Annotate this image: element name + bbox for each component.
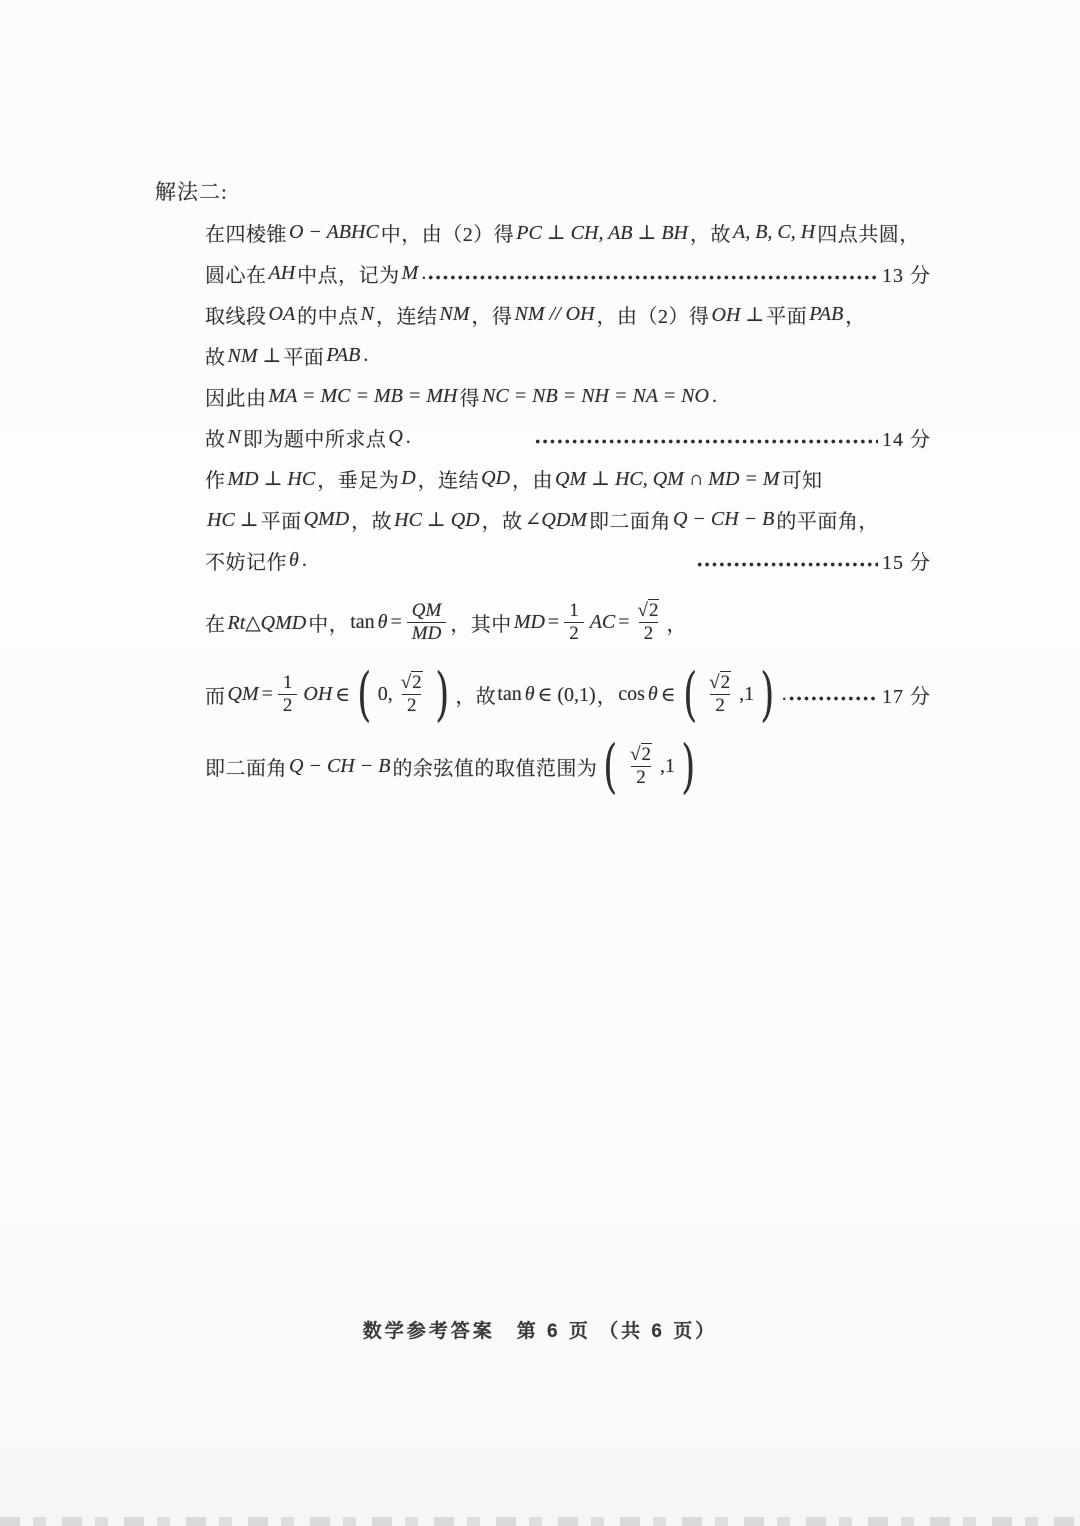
sqrt-icon: √ [400,671,412,693]
cjk-text: 取线段 [205,306,267,328]
cjk-text: 即二面角 [588,511,671,533]
fraction-numerator: 1 [569,599,579,621]
cjk-text: ，得 [471,306,513,328]
cjk-text: 中，由（2）得 [380,224,515,246]
upright-text: = [618,610,630,633]
math-text: OH ⊥ [711,304,765,326]
math-text: θ [377,610,388,633]
solution-line [205,540,931,581]
math-text: MD [513,610,545,633]
fraction [278,673,298,716]
cjk-text: 中点，记为 [297,265,400,287]
math-text: θ [289,549,299,571]
fraction-numerator [635,601,663,622]
solution-line [205,335,931,376]
math-text: HC ⊥ [207,509,259,531]
math-text: OH [303,682,333,705]
open-paren: ( [603,731,618,800]
cjk-text: ，垂足为 [317,470,400,492]
cjk-text: 的平面角， [776,511,879,533]
fraction-denominator: 2 [402,694,422,716]
math-text: HC ⊥ QD [394,509,480,531]
dots-leader [696,561,878,568]
math-text: Q − CH − B [672,508,775,530]
upright-text: tan [497,682,522,705]
paren-content [701,673,756,716]
sqrt-value: 2 [641,743,652,765]
math-text: D [401,467,416,489]
upright-text: = [547,610,560,633]
upright-text: 0, [377,682,393,705]
solution-line [205,731,931,800]
solution-body [205,212,931,807]
math-text: Q − CH − B [289,754,391,777]
cjk-text: 平面 [766,306,808,328]
fraction [706,673,734,716]
open-paren: ( [682,659,697,728]
solution-line [205,417,931,458]
math-text: PAB [809,303,844,325]
math-text: N [227,426,241,448]
math-text: NM // OH [514,303,595,325]
cjk-text: 圆心在 [205,265,267,287]
dots-leader [427,274,878,281]
cjk-text: 平面 [283,347,325,369]
cjk-text: 平面 [260,511,302,533]
cjk-text: 即二面角 [205,757,287,780]
upright-text: = [390,610,402,633]
score-label: 17 分 [882,685,931,708]
fraction-denominator: 2 [278,694,298,716]
cjk-text: ，由（2）得 [596,306,710,328]
upright-text: ∈ [660,683,676,706]
sqrt-icon: √ [637,599,648,621]
upright-text: . [711,385,717,407]
score-label: 15 分 [882,552,931,574]
upright-text: ∈ [335,683,351,706]
math-text: PAB [326,344,361,366]
solution-line [205,253,931,294]
math-text: QM [227,682,259,705]
upright-text: ,1 [660,754,676,777]
solution-line [205,376,931,417]
math-text: Rt△QMD [227,611,307,634]
close-paren: ) [434,659,450,728]
fraction-denominator: MD [407,622,447,644]
cjk-text: ，故 [481,511,523,533]
cjk-text: 故 [205,429,226,451]
upright-text: . [363,344,369,366]
cjk-text: ，其中 [450,613,512,636]
fraction-denominator: 2 [710,694,730,716]
big-paren-group [353,659,453,728]
score-label: 14 分 [882,429,931,451]
math-text: OA [268,303,296,325]
math-text: NM [439,303,470,325]
fraction-denominator: 2 [631,766,651,788]
math-text: QM ⊥ HC, QM ∩ MD = M [555,468,780,490]
math-text: θ [524,682,535,705]
paren-content [376,673,431,716]
upright-text: . [301,549,307,571]
upright-text: ,1 [739,682,755,705]
scan-artifact-strip [0,1517,1080,1526]
math-text: ∠QDM [524,509,587,531]
cjk-text: 四点共圆， [817,224,920,246]
cjk-text: 而 [205,685,226,708]
math-text: N [360,303,375,325]
cjk-text: 可知 [781,470,823,492]
upright-text: tan [350,610,375,633]
upright-text: = [261,682,273,705]
math-text: MD ⊥ HC [227,468,316,490]
solution-line [205,591,931,653]
big-paren-group [679,659,779,728]
dots-leader [788,695,878,702]
cjk-text: 作 [205,470,226,492]
paren-content [622,745,677,788]
cjk-text: 的余弦值的取值范围为 [392,757,598,780]
sqrt-icon: √ [630,743,641,765]
cjk-text: ，故 [690,224,731,246]
math-text: AH [268,262,296,284]
fraction-numerator: QM [411,599,442,621]
math-text: θ [647,682,658,705]
solution-line [205,499,931,540]
fraction [398,673,426,716]
upright-text: . [421,262,427,284]
upright-text: . [405,426,411,448]
math-text: O − ABHC [289,221,379,243]
fraction [635,601,663,644]
fraction-denominator: 2 [564,622,584,644]
fraction [627,745,655,788]
fraction-numerator: 1 [282,671,293,693]
cjk-text: ， [666,613,687,636]
solution-line [205,212,931,253]
solution-line [205,458,931,499]
cjk-text: 因此由 [205,388,267,410]
sqrt-value: 2 [412,671,422,693]
fraction [407,601,447,644]
solution-line [205,659,931,728]
solution-two-heading: 解法二: [155,180,228,204]
close-paren: ) [760,659,775,728]
cjk-text: ，故 [455,685,497,708]
cjk-text: 的中点 [297,306,359,328]
math-text: Q [388,426,403,448]
math-text: NC = NB = NH = NA = NO [481,385,709,407]
open-paren: ( [357,659,372,728]
big-paren-group [599,731,699,800]
sqrt-value: 2 [648,599,659,621]
sqrt-value: 2 [720,671,731,693]
dots-leader [534,438,878,445]
math-text: QMD [303,508,350,530]
page-footer: 数学参考答案 第 6 页 （共 6 页） [362,1321,718,1342]
cjk-text: 中， [308,613,350,636]
fraction-numerator [627,745,655,766]
fraction-numerator [398,673,426,694]
upright-text: ∈ (0,1) [537,683,596,706]
cjk-text: ， [596,685,618,708]
math-text: PC ⊥ CH, AB ⊥ BH [516,222,688,244]
cjk-text: 故 [205,347,226,369]
upright-text: . [781,682,787,705]
fraction-denominator: 2 [639,622,659,644]
math-text: NM ⊥ [227,345,282,367]
close-paren: ) [681,731,696,800]
math-text: MA = MC = MB = MH [268,385,458,407]
cjk-text: 不妨记作 [205,552,287,574]
sqrt-icon: √ [709,671,720,693]
cjk-text: ，由 [512,470,554,492]
cjk-text: ，故 [351,511,393,533]
fraction-numerator [706,673,734,694]
cjk-text: ，连结 [417,470,480,492]
math-text: QD [481,467,511,489]
cjk-text: 在四棱锥 [205,224,287,246]
math-text: AC [589,610,616,633]
upright-text: cos [618,682,645,705]
cjk-text: ，连结 [376,306,438,328]
cjk-text: 得 [459,388,480,410]
cjk-text: ， [845,306,866,328]
score-label: 13 分 [882,265,931,287]
cjk-text: 在 [205,613,226,636]
fraction [564,601,584,644]
math-text: A, B, C, H [733,221,816,243]
solution-line [205,294,931,335]
cjk-text: 即为题中所求点 [242,429,387,451]
math-text: M [401,262,419,284]
